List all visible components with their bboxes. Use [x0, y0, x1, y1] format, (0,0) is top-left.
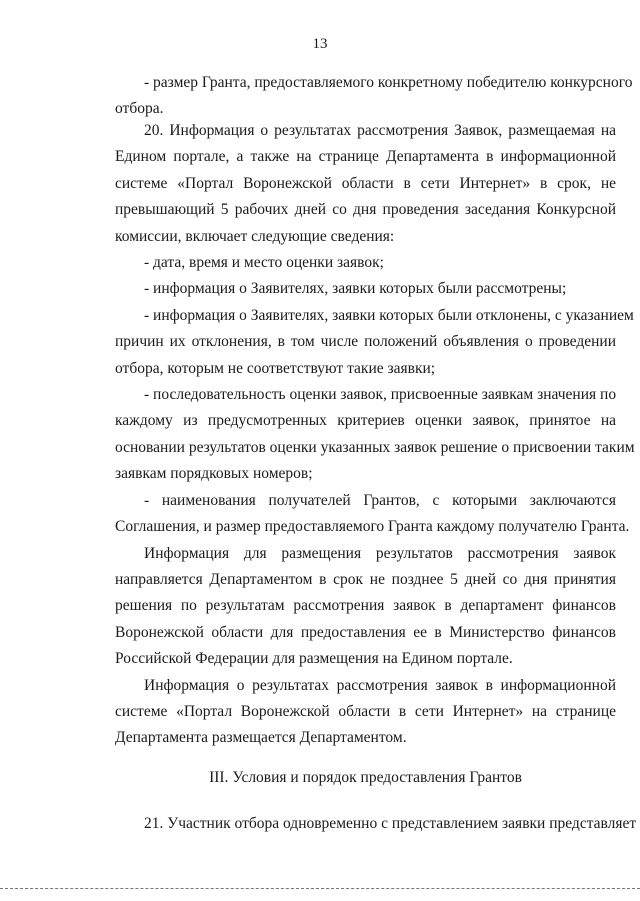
- text-line: каждому из предусмотренных критериев оценки заявок, принятое на: [115, 412, 616, 430]
- text-line: основании результатов оценки указанных заявок решение о присвоении таким: [115, 438, 635, 456]
- text-line: решения по результатам рассмотрения заявок в департамент финансов: [115, 597, 616, 615]
- text-line: превышающий 5 рабочих дней со дня проведения заседания Конкурсной: [115, 201, 616, 219]
- page-bottom-edge: [0, 888, 640, 889]
- text-line: заявкам порядковых номеров;: [115, 465, 313, 483]
- text-line: Департамента размещается Департаментом.: [115, 729, 407, 747]
- text-line: направляется Департаментом в срок не позднее 5 дней со дня принятия: [115, 570, 616, 588]
- text-line: причин их отклонения, в том числе положений объявления о проведении: [115, 333, 616, 351]
- text-line: Информация для размещения результатов рассмотрения заявок: [144, 544, 616, 562]
- text-line: отбора.: [115, 100, 164, 118]
- text-line: системе «Портал Воронежской области в сети Интернет» на странице: [115, 702, 616, 720]
- paragraph-block-grant-size: [115, 70, 633, 123]
- text-line: - дата, время и место оценки заявок;: [144, 254, 384, 272]
- text-line: 20. Информация о результатах рассмотрения Заявок, размещаемая на: [144, 122, 616, 139]
- text-line: Информация о результатах рассмотрения заявок в информационной: [144, 676, 616, 694]
- text-line: Воронежской области для предоставления ее в Министерство финансов: [115, 623, 616, 641]
- paragraph-block-section-20: [115, 118, 635, 752]
- section-heading: III. Условия и порядок предоставления Грантов: [209, 769, 522, 786]
- text-line: 21. Участник отбора одновременно с представлением заявки представляет: [144, 815, 637, 832]
- text-line: отбора, которым не соответствуют такие заявки;: [115, 359, 436, 377]
- text-line: - информация о Заявителях, заявки которых были отклонены, с указанием: [144, 306, 634, 324]
- text-line: Едином портале, а также на странице Департамента в информационной: [115, 148, 616, 166]
- text-line: Соглашения, и размер предоставляемого Гранта каждому получателю Гранта.: [115, 518, 630, 536]
- text-line: - последовательность оценки заявок, присвоенные заявкам значения по: [144, 386, 617, 404]
- text-line: - размер Гранта, предоставляемого конкретному победителю конкурсного: [144, 74, 633, 91]
- text-line: системе «Портал Воронежской области в сети Интернет» в срок, не: [115, 174, 616, 192]
- text-line: - информация о Заявителях, заявки которых были рассмотрены;: [144, 280, 567, 298]
- page-number: 13: [312, 36, 328, 52]
- text-line: Российской Федерации для размещения на Едином портале.: [115, 650, 513, 668]
- text-line: - наименования получателей Грантов, с которыми заключаются: [144, 491, 616, 509]
- paragraph-block-section-21: [115, 811, 637, 837]
- text-line: комиссии, включает следующие сведения:: [115, 227, 395, 245]
